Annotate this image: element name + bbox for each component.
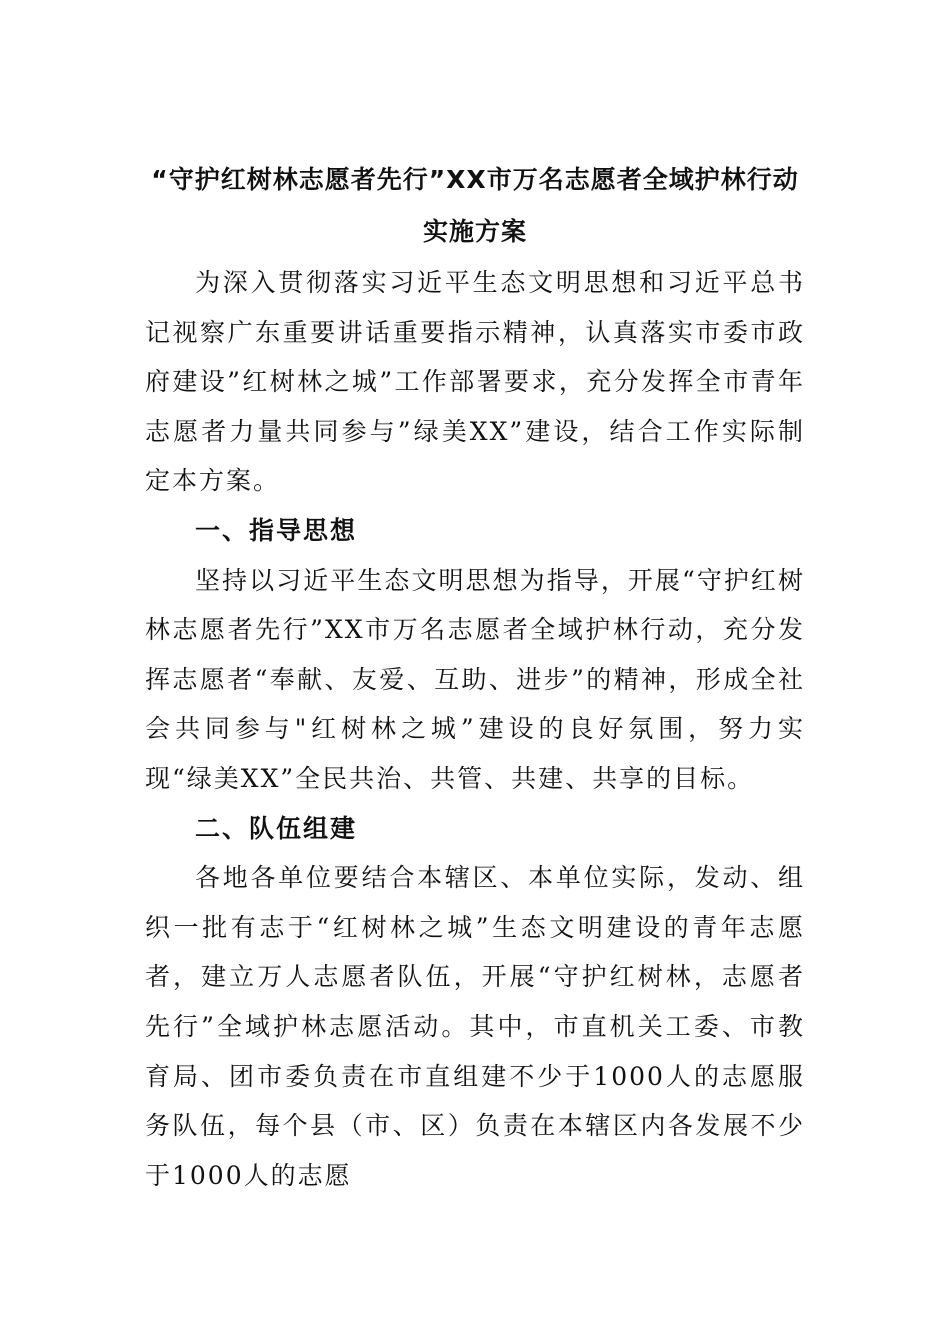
section-heading-guiding-ideology: 一、指导思想 [195, 515, 358, 545]
document-title-line-1: “守护红树林志愿者先行”XX市万名志愿者全域护林行动 [151, 165, 799, 194]
section-heading-team-building: 二、队伍组建 [195, 813, 358, 843]
intro-paragraph: 为深入贯彻落实习近平生态文明思想和习近平总书记视察广东重要讲话重要指示精神，认真落实市委市政府建设”红树林之城”工作部署要求，充分发挥全市青年志愿者力量共同参与”绿美XX”建设，结合工作实际制定本方案。 [145, 268, 805, 496]
document-body [145, 258, 805, 1200]
document-title-line-2: 实施方案 [422, 217, 527, 246]
section-paragraph-team-building: 各地各单位要结合本辖区、本单位实际，发动、组织一批有志于“红树林之城”生态文明建设的青年志愿者，建立万人志愿者队伍，开展“守护红树林，志愿者先行”全域护林志愿活动。其中，市直机关工委、市教育局、团市委负责在市直组建不少于1000人的志愿服务队伍，每个县（市、区）负责在本辖区内各发展不少于1000人的志愿 [145, 863, 805, 1190]
section-paragraph-guiding-ideology: 坚持以习近平生态文明思想为指导，开展“守护红树林志愿者先行”XX市万名志愿者全域护林行动，充分发挥志愿者“奉献、友爱、互助、进步”的精神，形成全社会共同参与"红树林之城”建设的良好氛围，努力实现“绿美XX”全民共治、共管、共建、共享的目标。 [145, 565, 805, 793]
